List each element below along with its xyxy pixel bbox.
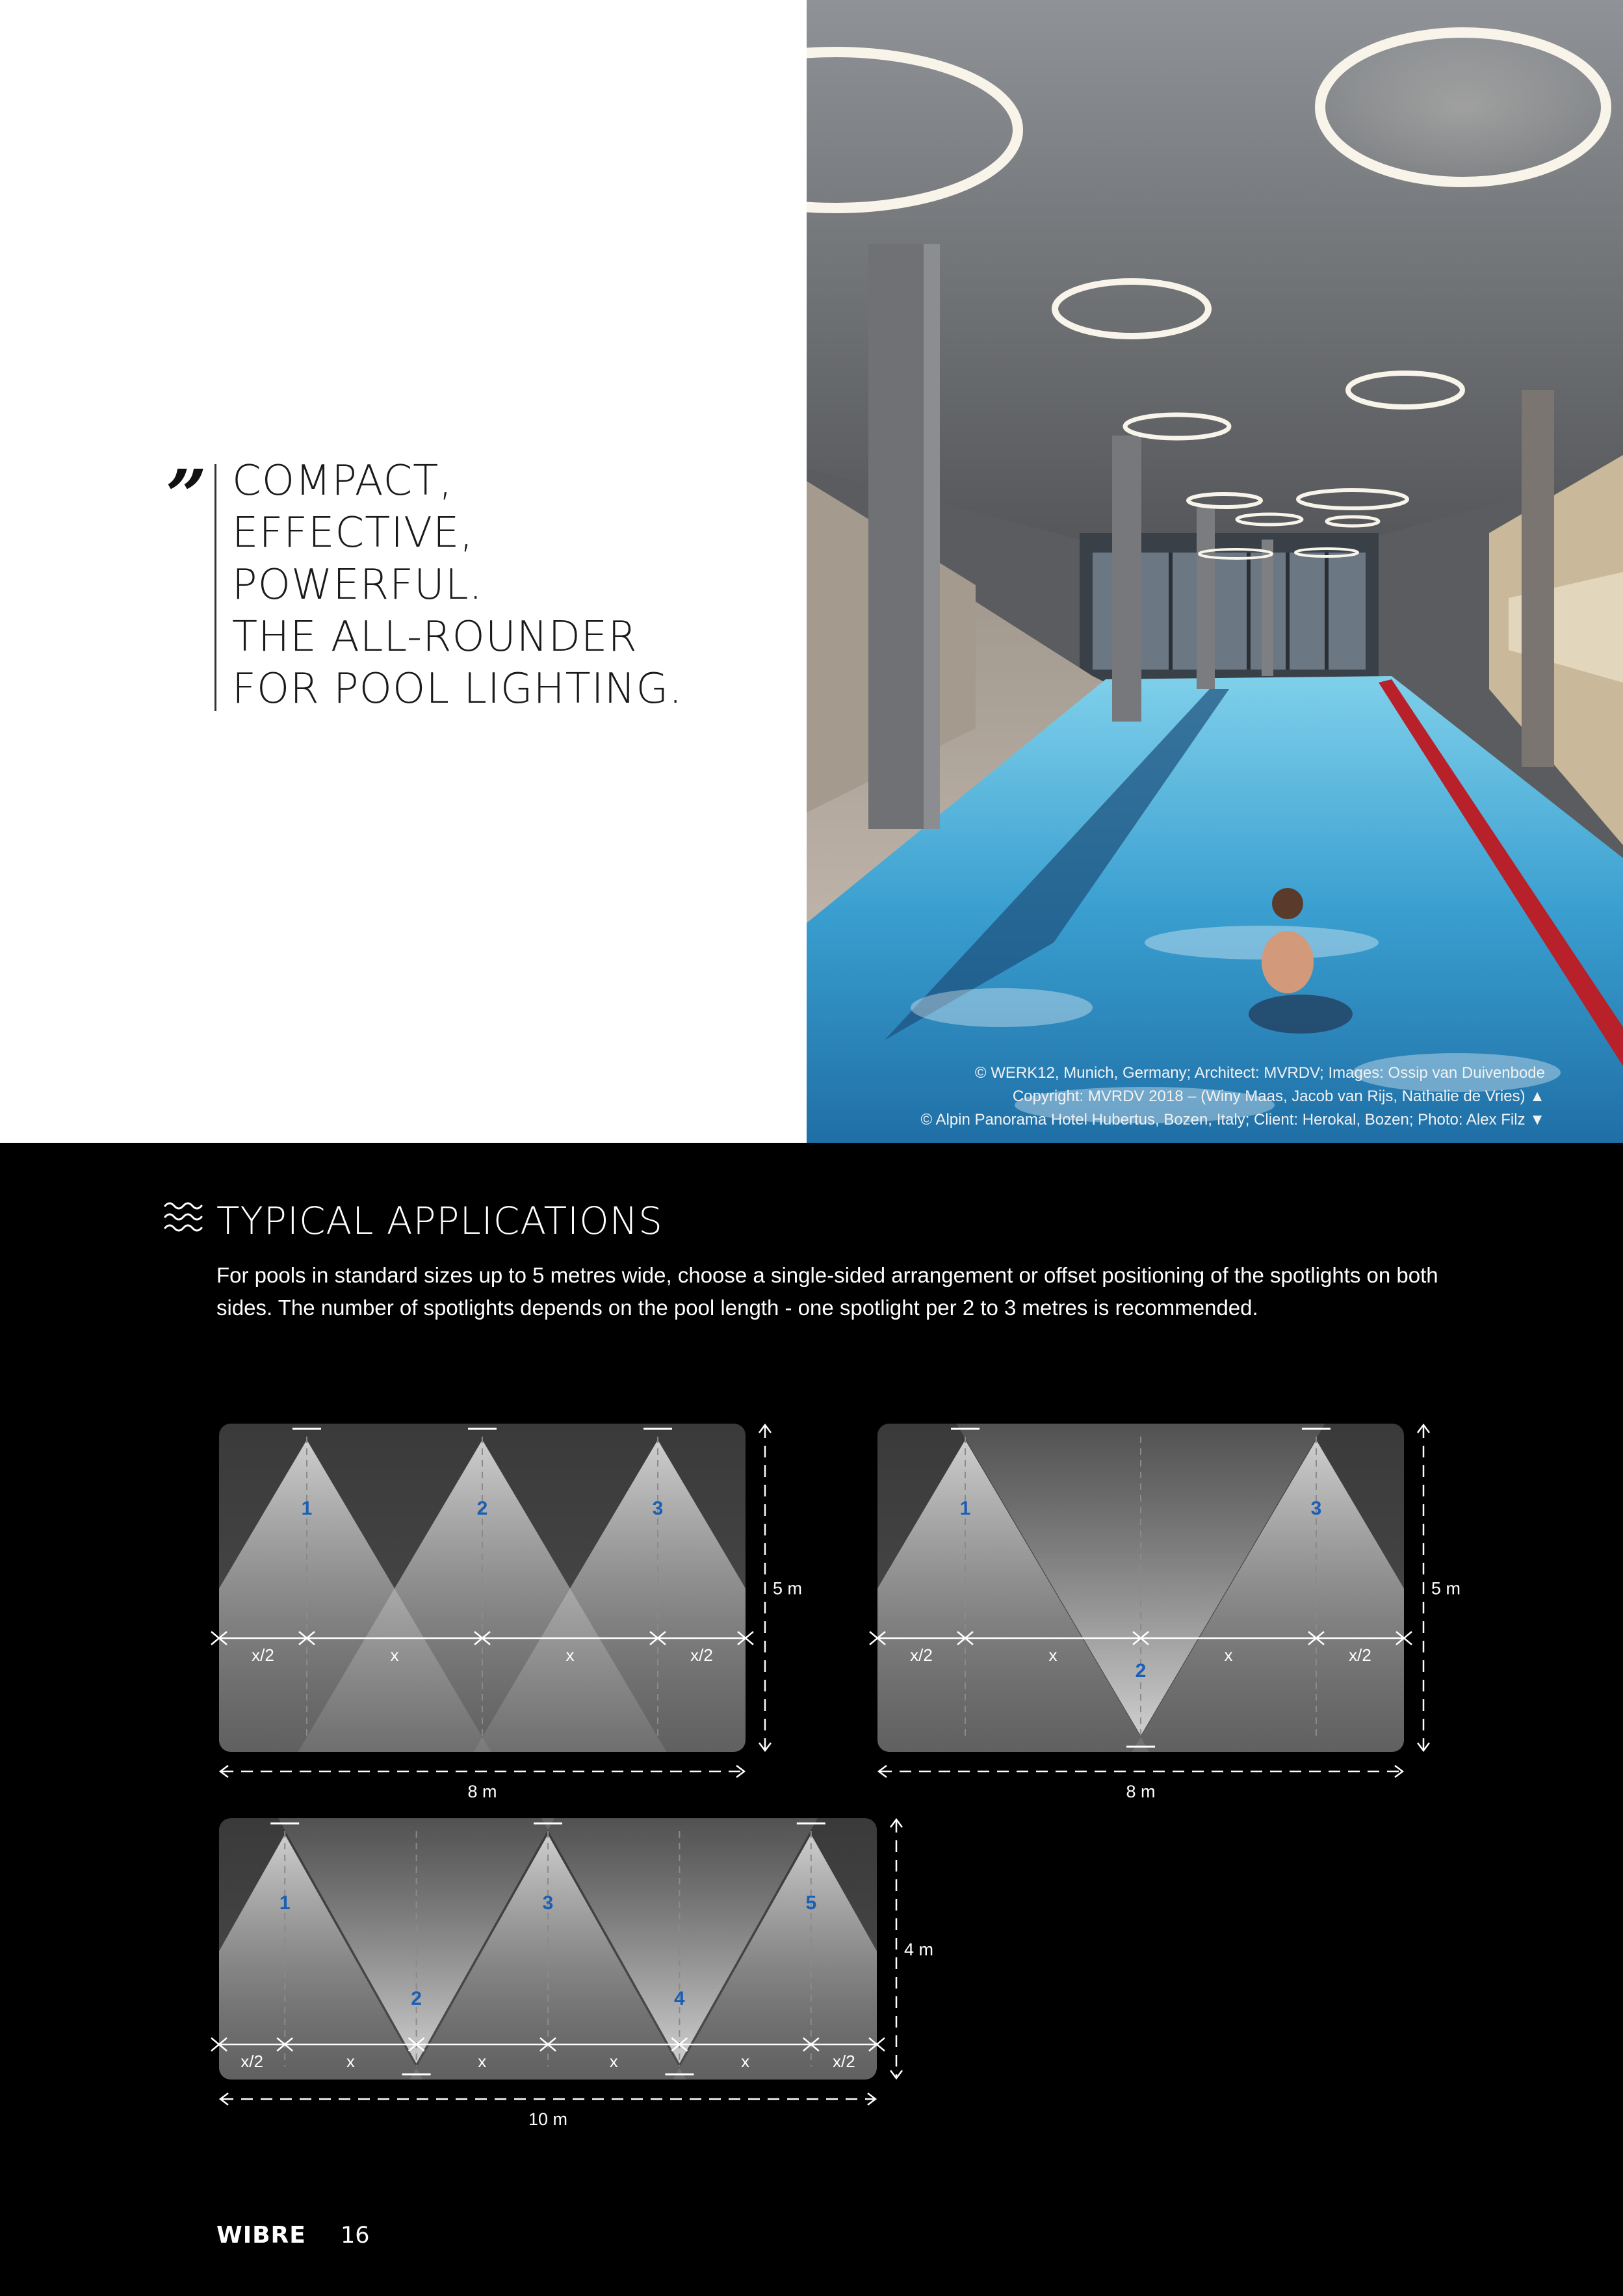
spotlight-number: 3 (1310, 1498, 1322, 1519)
spotlight-number: 1 (279, 1892, 291, 1914)
top-section (0, 0, 1623, 1143)
width-label: 8 m (1126, 1782, 1156, 1801)
quote-line: COMPACT, (232, 457, 453, 505)
spacing-label: x (609, 2052, 618, 2071)
spacing-label: x (741, 2052, 750, 2071)
spacing-label: x/2 (690, 1645, 713, 1665)
spotlight-number: 3 (542, 1892, 554, 1914)
spacing-label: x (1224, 1645, 1233, 1665)
spacing-label: x/2 (1349, 1645, 1371, 1665)
quote-mark-icon: ” (166, 454, 207, 538)
quote-text (232, 455, 726, 715)
spotlight-diagrams (0, 1398, 1623, 2145)
height-label: 5 m (773, 1578, 803, 1598)
photo-caption (765, 1062, 1545, 1132)
spotlight-number: 2 (476, 1498, 488, 1519)
spotlight-number: 1 (959, 1498, 971, 1519)
spacing-label: x (565, 1645, 575, 1665)
spacing-label: x (346, 2052, 355, 2071)
spacing-label: x/2 (833, 2052, 855, 2071)
spotlight-number: 5 (805, 1892, 817, 1914)
quote-line: EFFECTIVE, (232, 509, 474, 557)
spotlight-number: 1 (301, 1498, 313, 1519)
diagram-offset-8m (781, 1424, 1501, 1801)
caption-line: © WERK12, Munich, Germany; Architect: MVRDV; Images: Ossip van Duivenbode (974, 1064, 1545, 1082)
width-label: 8 m (467, 1782, 497, 1801)
height-label: 4 m (904, 1940, 934, 1959)
pool-photo (807, 0, 1623, 1143)
spotlight-number: 2 (1135, 1660, 1147, 1682)
quote-bar (214, 464, 216, 711)
caption-line: Copyright: MVRDV 2018 – (Winy Maas, Jacob van Rijs, Nathalie de Vries) ▲ (1012, 1088, 1545, 1105)
width-label: 10 m (528, 2109, 568, 2129)
quote-line: THE ALL-ROUNDER (232, 613, 638, 661)
spacing-label: x (390, 1645, 399, 1665)
spacing-label: x/2 (240, 2052, 263, 2071)
spacing-label: x/2 (252, 1645, 274, 1665)
spacing-label: x (1048, 1645, 1058, 1665)
spotlight-number: 2 (411, 1988, 422, 2009)
spotlight-number: 3 (652, 1498, 664, 1519)
spacing-label: x (478, 2052, 487, 2071)
quote-line: POWERFUL. (232, 561, 483, 609)
height-label: 5 m (1431, 1578, 1461, 1598)
spotlight-number: 4 (674, 1988, 685, 2009)
quote-line: FOR POOL LIGHTING. (232, 665, 683, 713)
section-description: For pools in standard sizes up to 5 metres wide, choose a single-sided arrangement or offset positioning of the spotlights on both sides. The number of spotlights depends on the pool length - one spotlight per 2 to 3 metres is recommended. (216, 1263, 1438, 1320)
diagram-offset-10m (147, 1818, 950, 2129)
section-title: TYPICAL APPLICATIONS (216, 1199, 663, 1243)
spacing-label: x/2 (910, 1645, 933, 1665)
page-number: 16 (341, 2223, 370, 2249)
diagram-single-sided (123, 1424, 842, 1801)
waves-icon (164, 1199, 203, 1236)
caption-line: © Alpin Panorama Hotel Hubertus, Bozen, Italy; Client: Herokal, Bozen; Photo: Alex Filz ▼ (920, 1111, 1545, 1128)
brand-logo: WIBRE (216, 2222, 306, 2249)
